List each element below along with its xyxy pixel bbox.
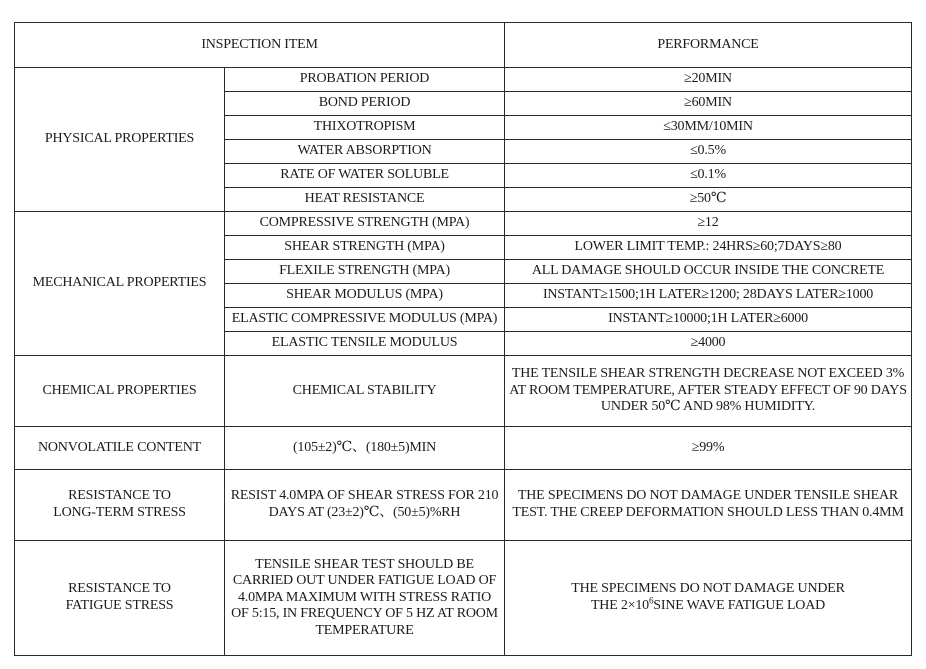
item-cell: TENSILE SHEAR TEST SHOULD BE CARRIED OUT UNDER FATIGUE LOAD OF 4.0MPA MAXIMUM WITH STRESS RATIO OF 5:15, IN FREQUENCY OF 5 HZ AT ROOM TEMPERATURE [225, 541, 505, 656]
fatigue-value-exponent: 6 [648, 595, 654, 606]
item-cell: (105±2)℃、(180±5)MIN [225, 427, 505, 470]
category-nonvolatile: NONVOLATILE CONTENT [15, 427, 225, 470]
spec-sheet [14, 22, 912, 654]
category-physical: PHYSICAL PROPERTIES [15, 68, 225, 212]
fatigue-value-line2 [509, 595, 907, 615]
value-cell: ≥12 [505, 212, 912, 236]
item-cell: FLEXILE STRENGTH (MPA) [225, 260, 505, 284]
table-row [15, 212, 912, 236]
value-cell: ≥4000 [505, 332, 912, 356]
value-cell: ALL DAMAGE SHOULD OCCUR INSIDE THE CONCRETE [505, 260, 912, 284]
item-cell: RESIST 4.0MPA OF SHEAR STRESS FOR 210 DAYS AT (23±2)℃、(50±5)%RH [225, 470, 505, 541]
table-row [15, 356, 912, 427]
value-cell: ≥20MIN [505, 68, 912, 92]
fatigue-value-prefix: THE 2×10 [590, 598, 649, 613]
item-cell: WATER ABSORPTION [225, 140, 505, 164]
value-cell: ≥99% [505, 427, 912, 470]
item-cell: SHEAR STRENGTH (MPA) [225, 236, 505, 260]
fatigue-value-line1: THE SPECIMENS DO NOT DAMAGE UNDER [571, 581, 845, 597]
item-cell: HEAT RESISTANCE [225, 188, 505, 212]
value-cell [505, 541, 912, 656]
category-long-term-stress: RESISTANCE TO LONG-TERM STRESS [15, 470, 225, 541]
header-performance: PERFORMANCE [505, 23, 912, 68]
fatigue-value-suffix: SINE WAVE FATIGUE LOAD [653, 598, 826, 613]
value-cell: THE SPECIMENS DO NOT DAMAGE UNDER TENSILE SHEAR TEST. THE CREEP DEFORMATION SHOULD LESS THAN 0.4MM [505, 470, 912, 541]
item-cell: BOND PERIOD [225, 92, 505, 116]
table-row [15, 470, 912, 541]
value-cell: ≤0.1% [505, 164, 912, 188]
table-row [15, 427, 912, 470]
value-cell: ≥60MIN [505, 92, 912, 116]
category-fatigue-stress: RESISTANCE TO FATIGUE STRESS [15, 541, 225, 656]
item-cell: SHEAR MODULUS (MPA) [225, 284, 505, 308]
table-row [15, 541, 912, 656]
item-cell: COMPRESSIVE STRENGTH (MPA) [225, 212, 505, 236]
value-cell: THE TENSILE SHEAR STRENGTH DECREASE NOT EXCEED 3% AT ROOM TEMPERATURE, AFTER STEADY EFFECT OF 90 DAYS UNDER 50℃ AND 98% HUMIDITY. [505, 356, 912, 427]
category-chemical: CHEMICAL PROPERTIES [15, 356, 225, 427]
item-cell: ELASTIC TENSILE MODULUS [225, 332, 505, 356]
item-cell: THIXOTROPISM [225, 116, 505, 140]
header-row [15, 23, 912, 68]
item-cell: RATE OF WATER SOLUBLE [225, 164, 505, 188]
category-mechanical: MECHANICAL PROPERTIES [15, 212, 225, 356]
value-cell: ≤30MM/10MIN [505, 116, 912, 140]
item-cell: ELASTIC COMPRESSIVE MODULUS (MPA) [225, 308, 505, 332]
header-inspection-item: INSPECTION ITEM [15, 23, 505, 68]
item-cell: CHEMICAL STABILITY [225, 356, 505, 427]
value-cell: LOWER LIMIT TEMP.: 24HRS≥60;7DAYS≥80 [505, 236, 912, 260]
value-cell: INSTANT≥1500;1H LATER≥1200; 28DAYS LATER≥1000 [505, 284, 912, 308]
value-cell: ≥50℃ [505, 188, 912, 212]
value-cell: INSTANT≥10000;1H LATER≥6000 [505, 308, 912, 332]
properties-table [14, 22, 912, 656]
item-cell: PROBATION PERIOD [225, 68, 505, 92]
table-row [15, 68, 912, 92]
value-cell: ≤0.5% [505, 140, 912, 164]
